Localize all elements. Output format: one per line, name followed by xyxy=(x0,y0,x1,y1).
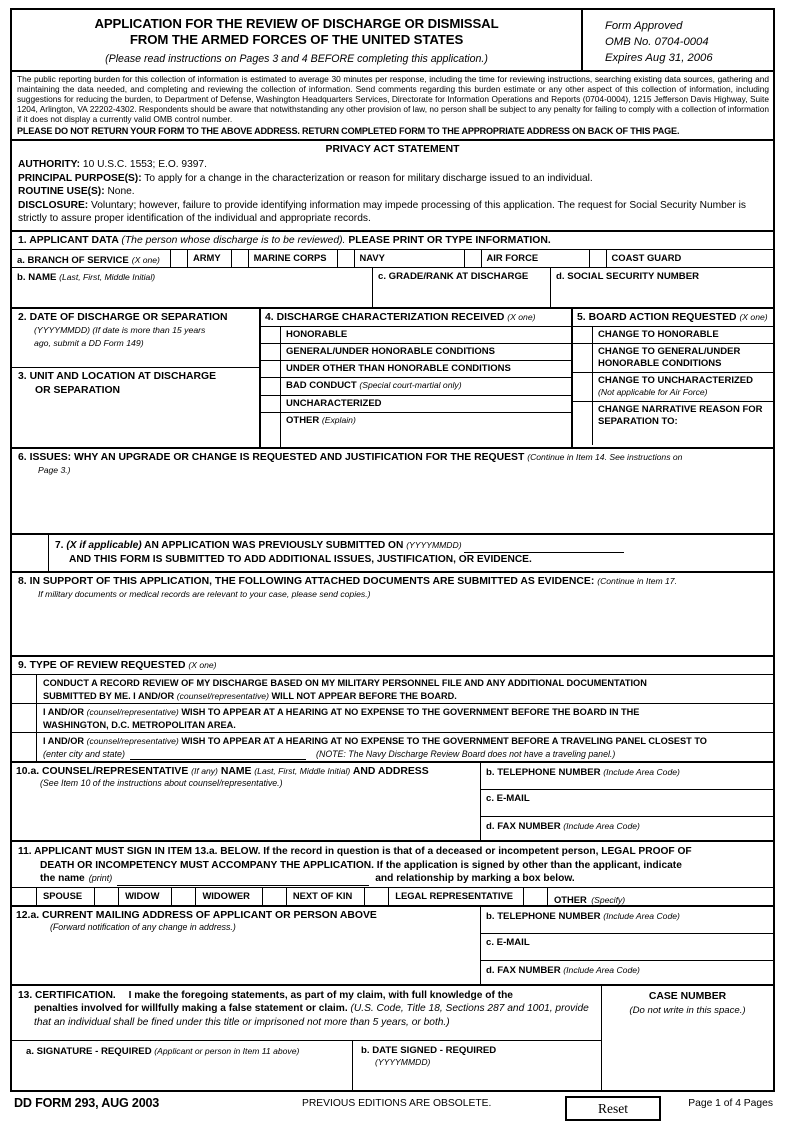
item3-title-line1: UNIT AND LOCATION AT DISCHARGE xyxy=(29,371,217,382)
item11-number: 11. xyxy=(18,846,32,857)
item10a-title-3: AND ADDRESS xyxy=(352,766,429,777)
item13b-label: b. DATE SIGNED - REQUIRED xyxy=(361,1044,497,1056)
item1b-note: (Last, First, Middle Initial) xyxy=(59,272,156,282)
checkbox-discharge-bad-conduct[interactable] xyxy=(261,378,280,395)
form-title-line1: APPLICATION FOR THE REVIEW OF DISCHARGE OR DISMISSAL xyxy=(94,16,499,31)
previous-editions-label: PREVIOUS EDITIONS ARE OBSOLETE. xyxy=(302,1097,492,1109)
item9-option1-line2-note: (counsel/representative) xyxy=(176,690,269,701)
item10a-counsel-field[interactable] xyxy=(12,763,480,840)
relationship-label-next-of-kin: NEXT OF KIN xyxy=(286,888,364,905)
item9-note: (X one) xyxy=(188,660,217,670)
checkbox-discharge-other[interactable] xyxy=(261,413,280,447)
burden-paragraph: The public reporting burden for this collection of information is estimated to average 30 minutes per response, including the time for reviewing instructions, searching existing data sources, gathering and maintaining the data needed, and completing and reviewing the collection of information. Send comments regarding this burden estimate or any other aspect of this collection of information, including suggestions for reducing the burden, to Department of Defense, Washington Headquarters Services, Directorate for Information Operations and Reports (0704-0004), 1215 Jefferson Davis Highway, Suite 1204, Arlington, VA 22202-4302. Respondents should be aware that notwithstanding any other provision of law, no person shall be subject to any penalty for failing to comply with a collection of information if it does not display a currently valid OMB control number. xyxy=(17,74,769,124)
item9-option-row xyxy=(12,733,773,761)
item7-date-input[interactable] xyxy=(464,542,624,553)
item8-note: (Continue in Item 17. xyxy=(597,576,677,586)
item5-option-label-general-1: CHANGE TO GENERAL/UNDER xyxy=(598,346,741,357)
item13a-label: a. SIGNATURE - REQUIRED xyxy=(26,1045,152,1057)
checkbox-relationship-next-of-kin[interactable] xyxy=(262,888,286,905)
item10c-label: c. E-MAIL xyxy=(486,793,530,804)
checkbox-review-record-review[interactable] xyxy=(12,675,36,703)
items-23-column xyxy=(12,309,259,447)
privacy-purpose xyxy=(18,172,767,186)
branch-label-navy: NAVY xyxy=(354,250,464,267)
item7-line1: AN APPLICATION WAS PREVIOUSLY SUBMITTED ON xyxy=(144,540,404,551)
relationship-label-widower: WIDOWER xyxy=(195,888,261,905)
item5-option-label-honorable: CHANGE TO HONORABLE xyxy=(592,327,773,343)
item11-line3b: and relationship by marking a box below. xyxy=(375,873,575,884)
item6-note-line2: Page 3.) xyxy=(38,465,71,475)
item4-option-label-under-other: UNDER OTHER THAN HONORABLE CONDITIONS xyxy=(280,361,571,377)
item11-name-input[interactable] xyxy=(117,875,369,886)
form-title-line2: FROM THE ARMED FORCES OF THE UNITED STATES xyxy=(129,31,464,47)
item13a-signature-field[interactable] xyxy=(12,1041,352,1090)
checkbox-board-change-to-general[interactable] xyxy=(573,344,592,372)
item9-title: TYPE OF REVIEW REQUESTED xyxy=(29,660,186,671)
item10b-note: (Include Area Code) xyxy=(603,767,680,777)
item5-heading xyxy=(573,309,773,327)
item2-note-line2: ago, submit a DD Form 149) xyxy=(34,337,144,348)
item5-number: 5. xyxy=(577,312,586,323)
item9-option2-line1-note: (counsel/representative) xyxy=(86,707,179,717)
item12d-note: (Include Area Code) xyxy=(563,964,640,975)
branch-label-army: ARMY xyxy=(187,250,231,267)
checkbox-review-hearing-washington-dc[interactable] xyxy=(12,704,36,732)
checkbox-discharge-under-other-than-honorable[interactable] xyxy=(261,361,280,377)
item9-option-row xyxy=(12,675,773,704)
item13-body-2: penalties involved for willfully making a false statement or claim. xyxy=(34,1003,348,1014)
item6-block[interactable] xyxy=(10,449,775,535)
item13b-note: (YYYYMMDD) xyxy=(375,1056,431,1067)
item1a-label xyxy=(12,250,170,267)
item1-title: APPLICANT DATA xyxy=(29,235,119,246)
omb-form-approved: Form Approved xyxy=(605,20,683,32)
checkbox-board-change-to-uncharacterized[interactable] xyxy=(573,373,592,401)
case-number-note: (Do not write in this space.) xyxy=(629,1004,746,1016)
privacy-routine-text: None. xyxy=(107,186,135,198)
item5-option-row xyxy=(573,402,773,445)
checkbox-discharge-honorable[interactable] xyxy=(261,327,280,343)
privacy-purpose-label: PRINCIPAL PURPOSE(S): xyxy=(18,172,142,184)
item5-note: (X one) xyxy=(739,312,768,322)
item1-title-note: (The person whose discharge is to be reviewed). xyxy=(121,235,346,246)
item9-number: 9. xyxy=(18,660,27,671)
item4-option-note-other: (Explain) xyxy=(321,415,356,425)
privacy-routine-use xyxy=(18,185,767,199)
privacy-act-statement xyxy=(12,141,773,232)
checkbox-relationship-widow[interactable] xyxy=(94,888,118,905)
checkbox-item7-previously-submitted[interactable] xyxy=(12,535,48,571)
checkbox-discharge-general-under-honorable[interactable] xyxy=(261,344,280,360)
item4-option-label-bad-conduct: BAD CONDUCT xyxy=(286,380,357,391)
item1b-label: b. NAME xyxy=(17,272,57,283)
item3-block[interactable] xyxy=(12,368,259,426)
item9-option-row xyxy=(12,704,773,733)
item1d-ssn-field[interactable] xyxy=(550,268,773,307)
item11-line1: APPLICANT MUST SIGN IN ITEM 13.a. BELOW. If the record in question is that of a deceased or incompetent person, LEGAL PROOF OF xyxy=(34,846,692,857)
item9-option3-line1b: WISH TO APPEAR AT A HEARING AT NO EXPENSE TO THE GOVERNMENT BEFORE A TRAVELING PANEL CLOSEST TO xyxy=(181,736,707,746)
item9-option3-navy-note: (NOTE: The Navy Discharge Review Board does not have a traveling panel.) xyxy=(316,748,616,759)
item4-title: DISCHARGE CHARACTERIZATION RECEIVED xyxy=(276,312,505,323)
checkbox-board-change-narrative-reason[interactable] xyxy=(573,402,592,445)
case-number-label: CASE NUMBER xyxy=(648,990,727,1002)
item10b-label: b. TELEPHONE NUMBER xyxy=(486,767,601,778)
item4-heading xyxy=(261,309,571,327)
item10a-title-2: NAME xyxy=(220,766,252,777)
item8-number: 8. xyxy=(18,576,27,587)
checkbox-branch-air-force[interactable] xyxy=(464,250,481,267)
item3-title-line2: OR SEPARATION xyxy=(35,385,121,396)
items-2345-block xyxy=(10,309,775,449)
form-subtitle: (Please read instructions on Pages 3 and 4 BEFORE completing this application.) xyxy=(105,53,488,65)
item10a-title-note2: (Last, First, Middle Initial) xyxy=(254,766,351,776)
items-2345-row xyxy=(12,309,773,447)
item13-signature-row xyxy=(12,1041,601,1090)
item9-option2-line1b: WISH TO APPEAR AT A HEARING AT NO EXPENSE TO THE GOVERNMENT BEFORE THE BOARD IN THE xyxy=(181,707,640,717)
item2-block[interactable] xyxy=(12,309,259,368)
item8-block[interactable] xyxy=(10,573,775,657)
relationship-label-legal-representative: LEGAL REPRESENTATIVE xyxy=(388,888,523,905)
item3-number: 3. xyxy=(18,371,27,382)
privacy-authority-label: AUTHORITY: xyxy=(18,159,81,171)
item12a-number: 12.a. xyxy=(16,909,40,921)
item13b-date-signed-field[interactable] xyxy=(352,1041,601,1090)
item1d-label: d. SOCIAL SECURITY NUMBER xyxy=(556,271,700,282)
item9-option3-city-state-label: (enter city and state) xyxy=(43,748,126,759)
relationship-label-other: OTHER xyxy=(553,893,587,905)
item1a-label-note: (X one) xyxy=(131,255,160,265)
checkbox-relationship-widower[interactable] xyxy=(171,888,195,905)
item1a-label-text: a. BRANCH OF SERVICE xyxy=(17,255,129,266)
item4-note: (X one) xyxy=(507,312,536,322)
item11-line2: DEATH OR INCOMPETENCY MUST ACCOMPANY THE APPLICATION. If the application is signed by other than the applicant, indicate xyxy=(40,859,682,871)
item10-row xyxy=(12,763,773,840)
item5-option-label-narrative-1: CHANGE NARRATIVE REASON FOR xyxy=(598,404,763,415)
item12-row xyxy=(12,907,773,984)
item4-option-label-uncharacterized: UNCHARACTERIZED xyxy=(280,396,571,412)
item5-option-row xyxy=(573,327,773,344)
branch-label-coast-guard: COAST GUARD xyxy=(606,250,773,267)
item13-certification-text xyxy=(12,986,601,1041)
item9-option3-line1-note: (counsel/representative) xyxy=(86,736,179,746)
item4-block xyxy=(259,309,571,447)
item12a-subnote: (Forward notification of any change in address.) xyxy=(50,921,236,932)
relationship-label-widow: WIDOW xyxy=(118,888,171,905)
privacy-purpose-text: To apply for a change in the characterization or reason for military discharge issued to an individual. xyxy=(144,172,593,184)
item5-option-label-uncharacterized: CHANGE TO UNCHARACTERIZED xyxy=(598,375,753,386)
omb-block xyxy=(581,10,773,70)
item9-option3-city-state-input[interactable] xyxy=(130,749,306,760)
item10b-telephone-field[interactable] xyxy=(481,763,773,790)
checkbox-relationship-spouse[interactable] xyxy=(12,888,36,905)
item9-option3-line1a: I AND/OR xyxy=(43,736,85,746)
item2-title: DATE OF DISCHARGE OR SEPARATION xyxy=(29,312,228,323)
item2-number: 2. xyxy=(18,312,27,323)
item1a-branch-row xyxy=(12,250,773,268)
item12a-title: CURRENT MAILING ADDRESS OF APPLICANT OR PERSON ABOVE xyxy=(42,909,377,921)
item7-text xyxy=(48,535,773,571)
item11-line3a: the name xyxy=(40,873,85,884)
branch-label-marine-corps: MARINE CORPS xyxy=(248,250,337,267)
privacy-routine-label: ROUTINE USE(S): xyxy=(18,186,105,198)
item9-option2-line1a: I AND/OR xyxy=(43,707,85,717)
item4-option-row xyxy=(261,361,571,378)
item5-option-row xyxy=(573,344,773,373)
item4-option-label-general: GENERAL/UNDER HONORABLE CONDITIONS xyxy=(280,344,571,360)
privacy-disclosure-label: DISCLOSURE: xyxy=(18,199,89,211)
case-number-field xyxy=(601,986,773,1090)
item7-block xyxy=(10,535,775,573)
burden-no-return-notice: PLEASE DO NOT RETURN YOUR FORM TO THE ABOVE ADDRESS. RETURN COMPLETED FORM TO THE APPROPRIATE ADDRESS ON BACK OF THIS PAGE. xyxy=(17,125,680,136)
privacy-disclosure-text: Voluntary; however, failure to provide identifying information may impede processing of this application. The request for Social Security Number is strictly to assure proper identification of the individual and appropriate records. xyxy=(18,199,747,225)
item13-title: CERTIFICATION. xyxy=(35,989,116,1001)
checkbox-branch-navy[interactable] xyxy=(337,250,354,267)
item12b-note: (Include Area Code) xyxy=(603,910,680,921)
item5-title: BOARD ACTION REQUESTED xyxy=(588,312,737,323)
item9-option1-line1: CONDUCT A RECORD REVIEW OF MY DISCHARGE BASED ON MY MILITARY PERSONNEL FILE AND ANY ADDITIONAL DOCUMENTATION xyxy=(43,678,647,688)
item7-line2: AND THIS FORM IS SUBMITTED TO ADD ADDITIONAL ISSUES, JUSTIFICATION, OR EVIDENCE. xyxy=(69,554,532,565)
item7-note: (X if applicable) xyxy=(66,540,142,551)
item1-name-grade-ssn-row xyxy=(12,268,773,307)
checkbox-relationship-other[interactable] xyxy=(523,888,547,905)
branch-label-air-force: AIR FORCE xyxy=(481,250,589,267)
relationship-note-other: (Specify) xyxy=(591,894,626,905)
item5-block xyxy=(571,309,773,447)
item12c-email-field[interactable] xyxy=(481,934,773,961)
item10c-email-field[interactable] xyxy=(481,790,773,817)
item6-number: 6. xyxy=(18,452,27,463)
item8-note-line2: If military documents or medical records are relevant to your case, please send copies.) xyxy=(38,589,371,599)
item9-option1-line2b: WILL NOT APPEAR BEFORE THE BOARD. xyxy=(271,690,457,701)
item10d-fax-field[interactable] xyxy=(481,817,773,842)
item10d-label: d. FAX NUMBER xyxy=(486,821,561,832)
item6-title: ISSUES: WHY AN UPGRADE OR CHANGE IS REQUESTED AND JUSTIFICATION FOR THE REQUEST xyxy=(29,452,525,463)
item13-body-1: I make the foregoing statements, as part of my claim, with full knowledge of the xyxy=(128,989,513,1001)
item13-number: 13. xyxy=(18,989,33,1001)
item4-option-row xyxy=(261,396,571,413)
item13-row xyxy=(12,986,773,1090)
item5-option-note-uncharacterized: (Not applicable for Air Force) xyxy=(598,386,708,397)
burden-statement xyxy=(12,72,773,141)
privacy-disclosure xyxy=(18,199,767,226)
item5-option-row xyxy=(573,373,773,402)
item10a-number: 10.a. xyxy=(16,766,40,777)
item1b-name-field[interactable] xyxy=(12,268,372,307)
omb-expires: Expires Aug 31, 2006 xyxy=(605,52,713,64)
item9-option1-line2a: SUBMITTED BY ME. I AND/OR xyxy=(43,690,175,701)
item1c-grade-field[interactable] xyxy=(372,268,550,307)
item7-row xyxy=(12,535,773,571)
item12b-label: b. TELEPHONE NUMBER xyxy=(486,910,601,922)
omb-number: OMB No. 0704-0004 xyxy=(605,36,709,48)
page-number-label: Page 1 of 4 Pages xyxy=(688,1097,773,1109)
privacy-authority xyxy=(18,158,767,172)
item4-number: 4. xyxy=(265,312,274,323)
privacy-authority-text: 10 U.S.C. 1553; E.O. 9397. xyxy=(82,159,207,171)
checkbox-board-change-to-honorable[interactable] xyxy=(573,327,592,343)
item12d-fax-field[interactable] xyxy=(481,961,773,986)
privacy-act-title: PRIVACY ACT STATEMENT xyxy=(325,144,460,156)
form-footer xyxy=(10,1096,775,1121)
item13-left-column xyxy=(12,986,601,1090)
item10d-note: (Include Area Code) xyxy=(563,821,640,831)
item11-line3-note: (print) xyxy=(88,873,113,883)
checkbox-review-hearing-traveling-panel[interactable] xyxy=(12,733,36,761)
item4-option-row xyxy=(261,327,571,344)
item13-body-note: (U.S. Code, Title 18, Sections 287 and 1001, provide that an individual shall be fined under this title or imprisoned not more than 5 years, or both.) xyxy=(34,1003,589,1028)
item6-note-line1: (Continue in Item 14. See instructions on xyxy=(527,452,683,462)
item12-contact-column xyxy=(480,907,773,984)
item11-block xyxy=(10,842,775,907)
item1-heading xyxy=(12,232,773,250)
item4-option-label-honorable: HONORABLE xyxy=(280,327,571,343)
item11-relationship-row xyxy=(12,887,773,905)
reset-button[interactable]: Reset xyxy=(565,1096,661,1121)
item10a-title-note: (If any) xyxy=(191,766,218,776)
item10-contact-column xyxy=(480,763,773,840)
checkbox-branch-coast-guard[interactable] xyxy=(589,250,606,267)
item12-block xyxy=(10,907,775,986)
item5-option-label-general-2: HONORABLE CONDITIONS xyxy=(598,357,722,369)
checkbox-relationship-legal-representative[interactable] xyxy=(364,888,388,905)
item9-block xyxy=(10,657,775,763)
item12d-label: d. FAX NUMBER xyxy=(486,964,561,976)
item9-option2-line2: WASHINGTON, D.C. METROPOLITAN AREA. xyxy=(43,719,236,730)
item4-option-row xyxy=(261,344,571,361)
item1-title-tail: PLEASE PRINT OR TYPE INFORMATION. xyxy=(348,235,551,246)
item4-option-label-other: OTHER xyxy=(286,415,320,426)
item11-text xyxy=(12,842,773,887)
form-header xyxy=(12,10,773,72)
item8-title: IN SUPPORT OF THIS APPLICATION, THE FOLLOWING ATTACHED DOCUMENTS ARE SUBMITTED AS EVIDENCE: xyxy=(29,576,595,587)
form-id-label: DD FORM 293, AUG 2003 xyxy=(14,1095,160,1110)
item4-option-row xyxy=(261,378,571,396)
item7-number: 7. xyxy=(55,540,64,551)
item1c-label: c. GRADE/RANK AT DISCHARGE xyxy=(378,271,529,282)
form-title-block xyxy=(12,10,581,70)
item9-heading xyxy=(12,657,773,675)
item10a-subnote: (See Item 10 of the instructions about counsel/representative.) xyxy=(40,778,283,788)
checkbox-branch-army[interactable] xyxy=(170,250,187,267)
item12c-label: c. E-MAIL xyxy=(486,936,530,948)
form-body xyxy=(10,8,775,309)
relationship-label-spouse: SPOUSE xyxy=(36,888,94,905)
item1-number: 1. xyxy=(18,235,27,246)
checkbox-discharge-uncharacterized[interactable] xyxy=(261,396,280,412)
item10a-title-1: COUNSEL/REPRESENTATIVE xyxy=(42,766,189,777)
item5-option-label-narrative-2: SEPARATION TO: xyxy=(598,415,678,427)
item10-block xyxy=(10,763,775,842)
item4-option-row xyxy=(261,413,571,447)
item7-date-note: (YYYYMMDD) xyxy=(406,540,462,550)
item13-block xyxy=(10,986,775,1092)
checkbox-branch-marine-corps[interactable] xyxy=(231,250,248,267)
item4-option-note-bad-conduct: (Special court-martial only) xyxy=(359,380,462,390)
item12b-telephone-field[interactable] xyxy=(481,907,773,934)
item12a-address-field[interactable] xyxy=(12,907,480,984)
item13a-note: (Applicant or person in Item 11 above) xyxy=(154,1045,300,1056)
item2-note-line1: (YYYYMMDD) (If date is more than 15 years xyxy=(34,325,206,335)
